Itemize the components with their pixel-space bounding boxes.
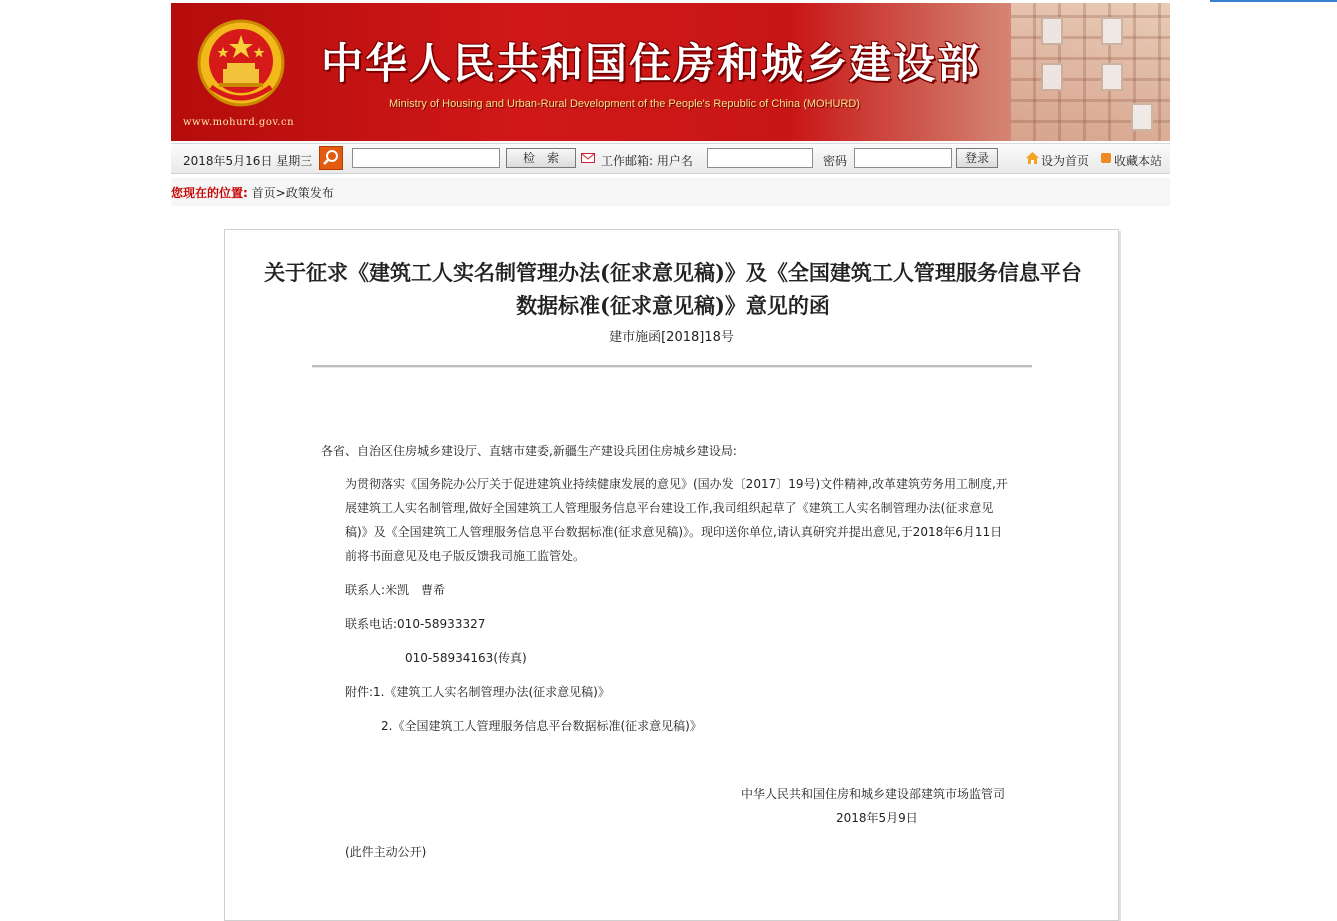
mail-username-label: 工作邮箱: 用户名 [601, 154, 693, 168]
login-button[interactable]: 登录 [956, 148, 998, 168]
contact-phone: 联系电话:010-58933327 [345, 617, 486, 631]
top-accent-line [1210, 0, 1337, 2]
window [1101, 17, 1123, 45]
document-number: 建市施函[2018]18号 [609, 330, 734, 345]
bookmark-icon [1101, 153, 1111, 163]
password-label: 密码 [823, 154, 848, 168]
breadcrumb-label: 您现在的位置: [171, 186, 248, 200]
issuer: 中华人民共和国住房和城乡建设部建筑市场监管司 [741, 787, 1006, 801]
breadcrumb-separator: > [275, 186, 286, 200]
password-input[interactable] [854, 148, 952, 168]
contact-fax: 010-58934163(传真) [405, 651, 527, 665]
window [1041, 17, 1063, 45]
national-emblem-icon [197, 17, 285, 109]
building-photo [1011, 3, 1170, 141]
username-input[interactable] [707, 148, 813, 168]
breadcrumb-home-link[interactable]: 首页 [251, 186, 276, 200]
site-url: www.mohurd.gov.cn [183, 117, 295, 128]
home-icon [1026, 152, 1039, 164]
bookmark-link[interactable]: 收藏本站 [1114, 154, 1163, 168]
ministry-name-cn: 中华人民共和国住房和城乡建设部 [321, 39, 982, 88]
breadcrumb-current-link[interactable]: 政策发布 [285, 186, 334, 200]
breadcrumb [171, 178, 1170, 206]
set-homepage-link[interactable]: 设为首页 [1041, 154, 1090, 168]
ministry-name-en: Ministry of Housing and Urban-Rural Development of the People's Republic of China (MOHURD) [389, 98, 861, 110]
top-toolbar [171, 143, 1170, 174]
site-banner [171, 3, 1170, 141]
window [1041, 63, 1063, 91]
document-title: 关于征求《建筑工人实名制管理办法(征求意见稿)》及《全国建筑工人管理服务信息平台数据标准(征求意见稿)》意见的函 [264, 260, 1082, 318]
current-date: 2018年5月16日 星期三 [183, 154, 313, 168]
search-input[interactable] [352, 148, 500, 168]
main-paragraph: 为贯彻落实《国务院办公厅关于促进建筑业持续健康发展的意见》(国办发〔2017〕19号)文件精神,改革建筑劳务用工制度,开展建筑工人实名制管理,做好全国建筑工人管理服务信息平台建设工作,我司组织起草了《建筑工人实名制管理办法(征求意见稿)》及《全国建筑工人管理服务信息平台数据标准(征求意见稿)》。现印送你单位,请认真研究并提出意见,于2018年6月11日前将书面意见及电子版反馈我司施工监管处。 [345, 477, 1008, 563]
window [1131, 103, 1153, 131]
attachment-1[interactable]: 附件:1.《建筑工人实名制管理办法(征求意见稿)》 [345, 685, 610, 699]
title-divider [312, 365, 1032, 368]
search-button[interactable]: 检 索 [506, 148, 576, 168]
contact-person: 联系人:米凯 曹希 [345, 583, 446, 597]
document-card [224, 229, 1119, 921]
disclosure-note: (此件主动公开) [345, 845, 427, 859]
window [1101, 63, 1123, 91]
search-icon[interactable] [319, 146, 343, 170]
issue-date: 2018年5月9日 [836, 811, 918, 825]
attachment-2[interactable]: 2.《全国建筑工人管理服务信息平台数据标准(征求意见稿)》 [381, 719, 702, 733]
salutation: 各省、自治区住房城乡建设厅、直辖市建委,新疆生产建设兵团住房城乡建设局: [321, 444, 737, 458]
mail-icon [581, 153, 595, 163]
